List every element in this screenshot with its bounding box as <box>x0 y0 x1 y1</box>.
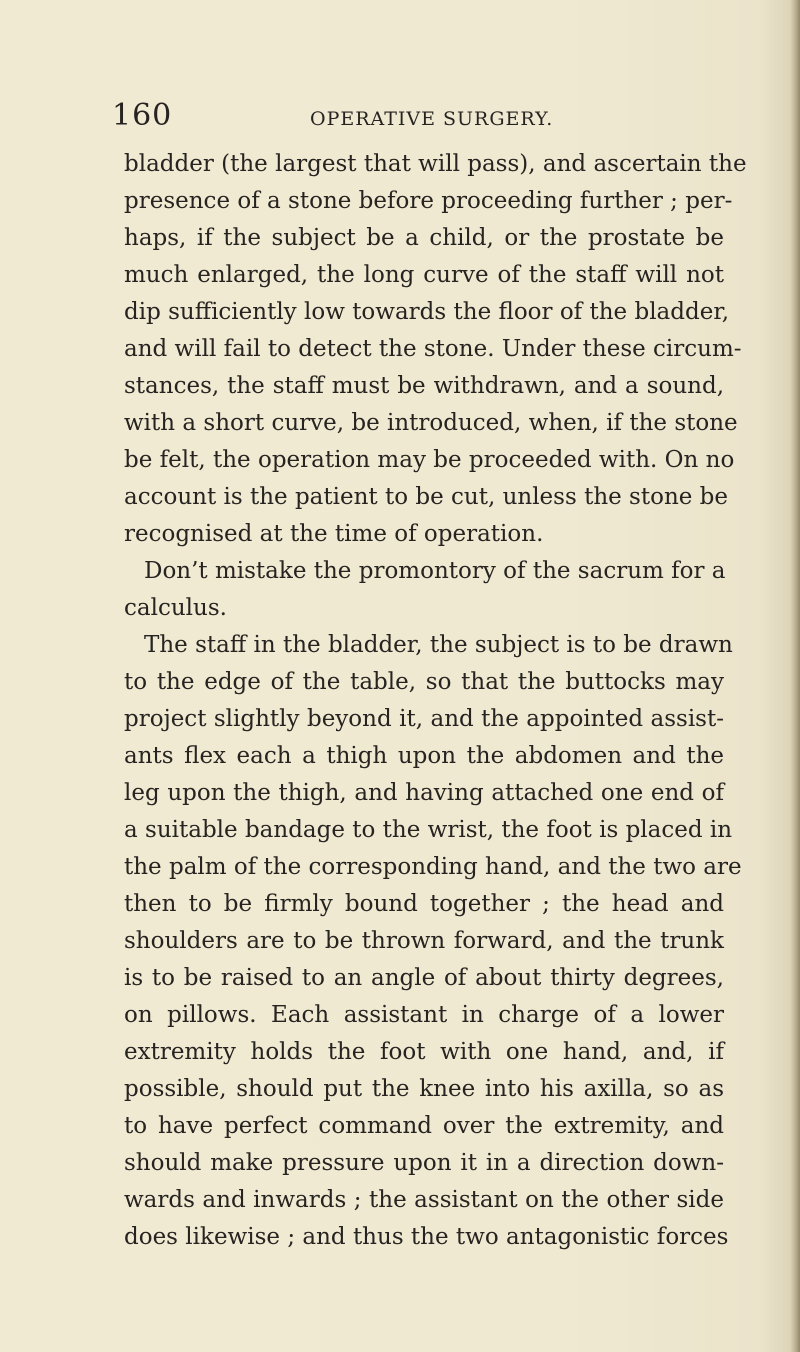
text-line: The staff in the bladder, the subject is to be drawn <box>144 632 733 658</box>
body-text <box>124 146 747 1256</box>
page-header <box>0 96 800 136</box>
text-line: Don’t mistake the promontory of the sacrum for a <box>144 558 726 584</box>
text-line: bladder (the largest that will pass), and ascertain the <box>124 151 747 177</box>
text-line: to the edge of the table, so that the buttocks may <box>124 669 724 695</box>
text-line: shoulders are to be thrown forward, and the trunk <box>124 928 724 954</box>
text-line: project slightly beyond it, and the appointed assist- <box>124 706 724 732</box>
text-line: presence of a stone before proceeding further ; per- <box>124 188 733 214</box>
text-line: the palm of the corresponding hand, and the two are <box>124 854 742 880</box>
text-line: account is the patient to be cut, unless the stone be <box>124 484 729 510</box>
text-line: and will fail to detect the stone. Under these circum- <box>124 336 742 362</box>
text-line: stances, the staff must be withdrawn, and a sound, <box>124 373 724 399</box>
text-line: be felt, the operation may be proceeded with. On no <box>124 447 735 473</box>
text-line: does likewise ; and thus the two antagonistic forces <box>124 1224 729 1250</box>
text-line: then to be firmly bound together ; the head and <box>124 891 724 917</box>
text-line: haps, if the subject be a child, or the prostate be <box>124 225 724 251</box>
text-line: should make pressure upon it in a direction down- <box>124 1150 724 1176</box>
text-line: leg upon the thigh, and having attached one end of <box>124 780 724 806</box>
text-line: dip sufficiently low towards the floor of the bladder, <box>124 299 730 325</box>
text-line: with a short curve, be introduced, when, if the stone <box>124 410 738 436</box>
text-line: on pillows. Each assistant in charge of a lower <box>124 1002 724 1028</box>
text-line: is to be raised to an angle of about thirty degrees, <box>124 965 724 991</box>
running-head: OPERATIVE SURGERY. <box>310 108 554 130</box>
page-number: 160 <box>112 98 173 133</box>
text-line: wards and inwards ; the assistant on the other side <box>124 1187 724 1213</box>
text-line: much enlarged, the long curve of the staff will not <box>124 262 724 288</box>
text-line: possible, should put the knee into his axilla, so as <box>124 1076 724 1102</box>
text-line: calculus. <box>124 595 227 621</box>
text-line: extremity holds the foot with one hand, and, if <box>124 1039 724 1065</box>
page-edge-shadow <box>790 0 800 1352</box>
text-line: recognised at the time of operation. <box>124 521 544 547</box>
text-line: a suitable bandage to the wrist, the foot is placed in <box>124 817 733 843</box>
text-line: to have perfect command over the extremity, and <box>124 1113 724 1139</box>
text-line: ants flex each a thigh upon the abdomen and the <box>124 743 724 769</box>
